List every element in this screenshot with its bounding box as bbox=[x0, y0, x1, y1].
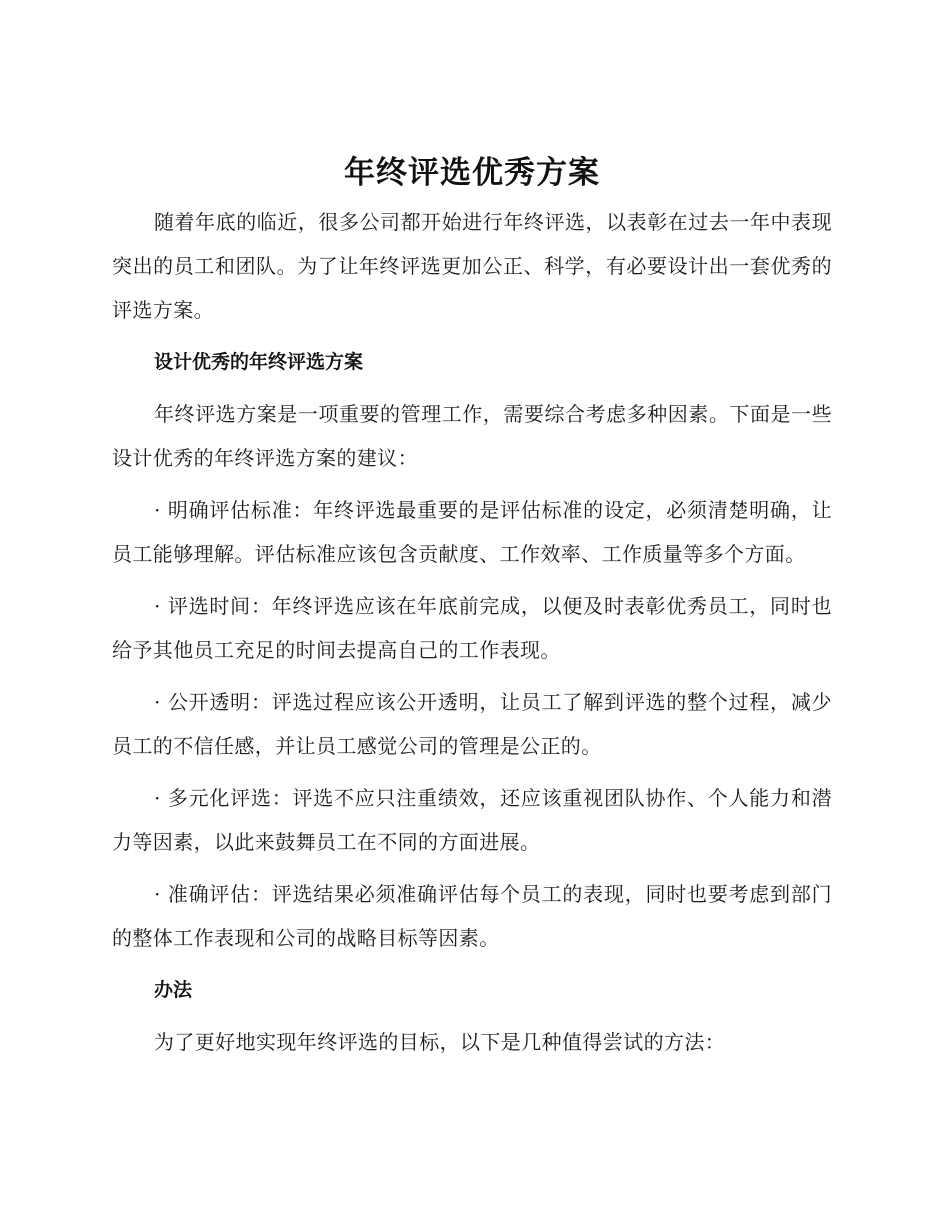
bullet-item-timing: · 评选时间：年终评选应该在年底前完成，以便及时表彰优秀员工，同时也给予其他员工充足的时间去提高自己的工作表现。 bbox=[112, 594, 832, 662]
section-heading-methods: 办法 bbox=[154, 979, 193, 1001]
bullet-item-criteria: · 明确评估标准：年终评选最重要的是评估标准的设定，必须清楚明确，让员工能够理解。评估标准应该包含贡献度、工作效率、工作质量等多个方面。 bbox=[112, 498, 832, 566]
document-page bbox=[112, 150, 832, 1064]
bullet-item-accuracy: · 准确评估：评选结果必须准确评估每个员工的表现，同时也要考虑到部门的整体工作表现和公司的战略目标等因素。 bbox=[112, 882, 832, 950]
section-lead-paragraph: 年终评选方案是一项重要的管理工作，需要综合考虑多种因素。下面是一些设计优秀的年终评选方案的建议： bbox=[112, 402, 832, 470]
bullet-item-diversity: · 多元化评选：评选不应只注重绩效，还应该重视团队协作、个人能力和潜力等因素，以此来鼓舞员工在不同的方面进展。 bbox=[112, 786, 832, 854]
document-title: 年终评选优秀方案 bbox=[344, 155, 600, 191]
intro-paragraph: 随着年底的临近，很多公司都开始进行年终评选，以表彰在过去一年中表现突出的员工和团队。为了让年终评选更加公正、科学，有必要设计出一套优秀的评选方案。 bbox=[112, 210, 832, 322]
bullet-item-transparency: · 公开透明：评选过程应该公开透明，让员工了解到评选的整个过程，减少员工的不信任感，并让员工感觉公司的管理是公正的。 bbox=[112, 690, 832, 758]
section-heading-design: 设计优秀的年终评选方案 bbox=[154, 351, 364, 373]
methods-lead-paragraph: 为了更好地实现年终评选的目标，以下是几种值得尝试的方法： bbox=[154, 1030, 726, 1054]
